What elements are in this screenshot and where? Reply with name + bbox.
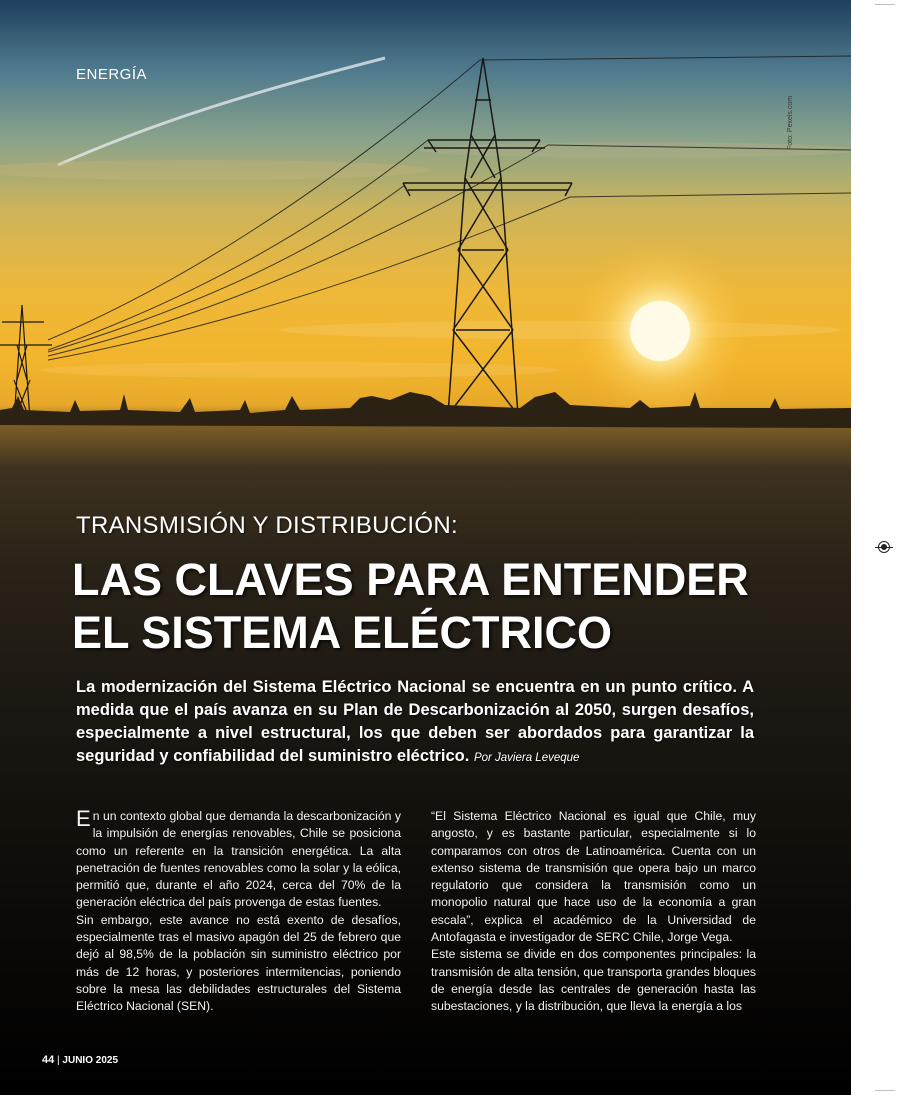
issue-date: JUNIO 2025 bbox=[62, 1055, 119, 1066]
body-column-1 bbox=[76, 808, 401, 1016]
paragraph-1 bbox=[76, 808, 401, 912]
paragraph-3: “El Sistema Eléctrico Nacional es igual que Chile, muy angosto, y es bastante particular, especialmente si lo comparamos con otros de Latinoamérica. Cuenta con un extenso sistema de transmisión que opera bajo un marco regulatorio que considera la transmisión como un monopolio natural que hace uso de la economía a gran escala”, explica el académico de la Universidad de Antofagasta e investigador de SERC Chile, Jorge Vega. bbox=[431, 809, 756, 945]
headline-line-1: LAS CLAVES PARA ENTENDER bbox=[72, 554, 749, 605]
lede-text: La modernización del Sistema Eléctrico Nacional se encuentra en un punto crítico. A medida que el país avanza en su Plan de Descarbonización al 2050, surgen desafíos, especialmente a nivel estructural, los que deben ser abordados para garantizar la seguridad y confiabilidad del suministro eléctrico. bbox=[76, 678, 754, 765]
photo-credit: Foto: Pexels.com bbox=[787, 95, 794, 150]
crop-mark-top bbox=[875, 4, 895, 5]
lede bbox=[76, 676, 754, 770]
main-pylon bbox=[403, 58, 572, 415]
crop-mark-bottom bbox=[875, 1090, 895, 1091]
paragraph-4: Este sistema se divide en dos componentes principales: la transmisión de alta tensión, que transporta grandes bloques de energía desde las centrales de generación hasta las subestaciones, y la distribución, que lleva la energía a los bbox=[431, 947, 756, 1014]
paragraph-2: Sin embargo, este avance no está exento de desafíos, especialmente tras el masivo apagón del 25 de febrero que dejó al 98,5% de la población sin suministro eléctrico por más de 12 horas, y posteriores intermitencias, poniendo sobre la mesa las debilidades estructurales del Sistema Eléctrico Nacional (SEN). bbox=[76, 912, 401, 1014]
body-column-2 bbox=[431, 808, 756, 1020]
byline: Por Javiera Leveque bbox=[473, 752, 580, 764]
headline-line-2: EL SISTEMA ELÉCTRICO bbox=[72, 607, 613, 658]
distant-pylon bbox=[0, 305, 52, 420]
drop-cap: E bbox=[76, 806, 91, 831]
sun-core bbox=[630, 301, 690, 361]
page-number: 44 bbox=[42, 1054, 55, 1066]
kicker: TRANSMISIÓN Y DISTRIBUCIÓN: bbox=[76, 512, 458, 539]
folio bbox=[42, 1054, 118, 1066]
paragraph-1-text: n un contexto global que demanda la descarbonización y la impulsión de energías renovables, Chile se posiciona como un referente en la transición energética. La alta penetración de fuentes renovables como la solar y la eólica, permitió que, durante el año 2024, cerca del 70% de la generación eléctrica del país provenga de estas fuentes. bbox=[76, 809, 401, 910]
headline bbox=[72, 553, 749, 659]
section-label: ENERGÍA bbox=[76, 66, 148, 83]
registration-mark-icon bbox=[878, 541, 890, 553]
folio-separator: | bbox=[57, 1055, 60, 1066]
